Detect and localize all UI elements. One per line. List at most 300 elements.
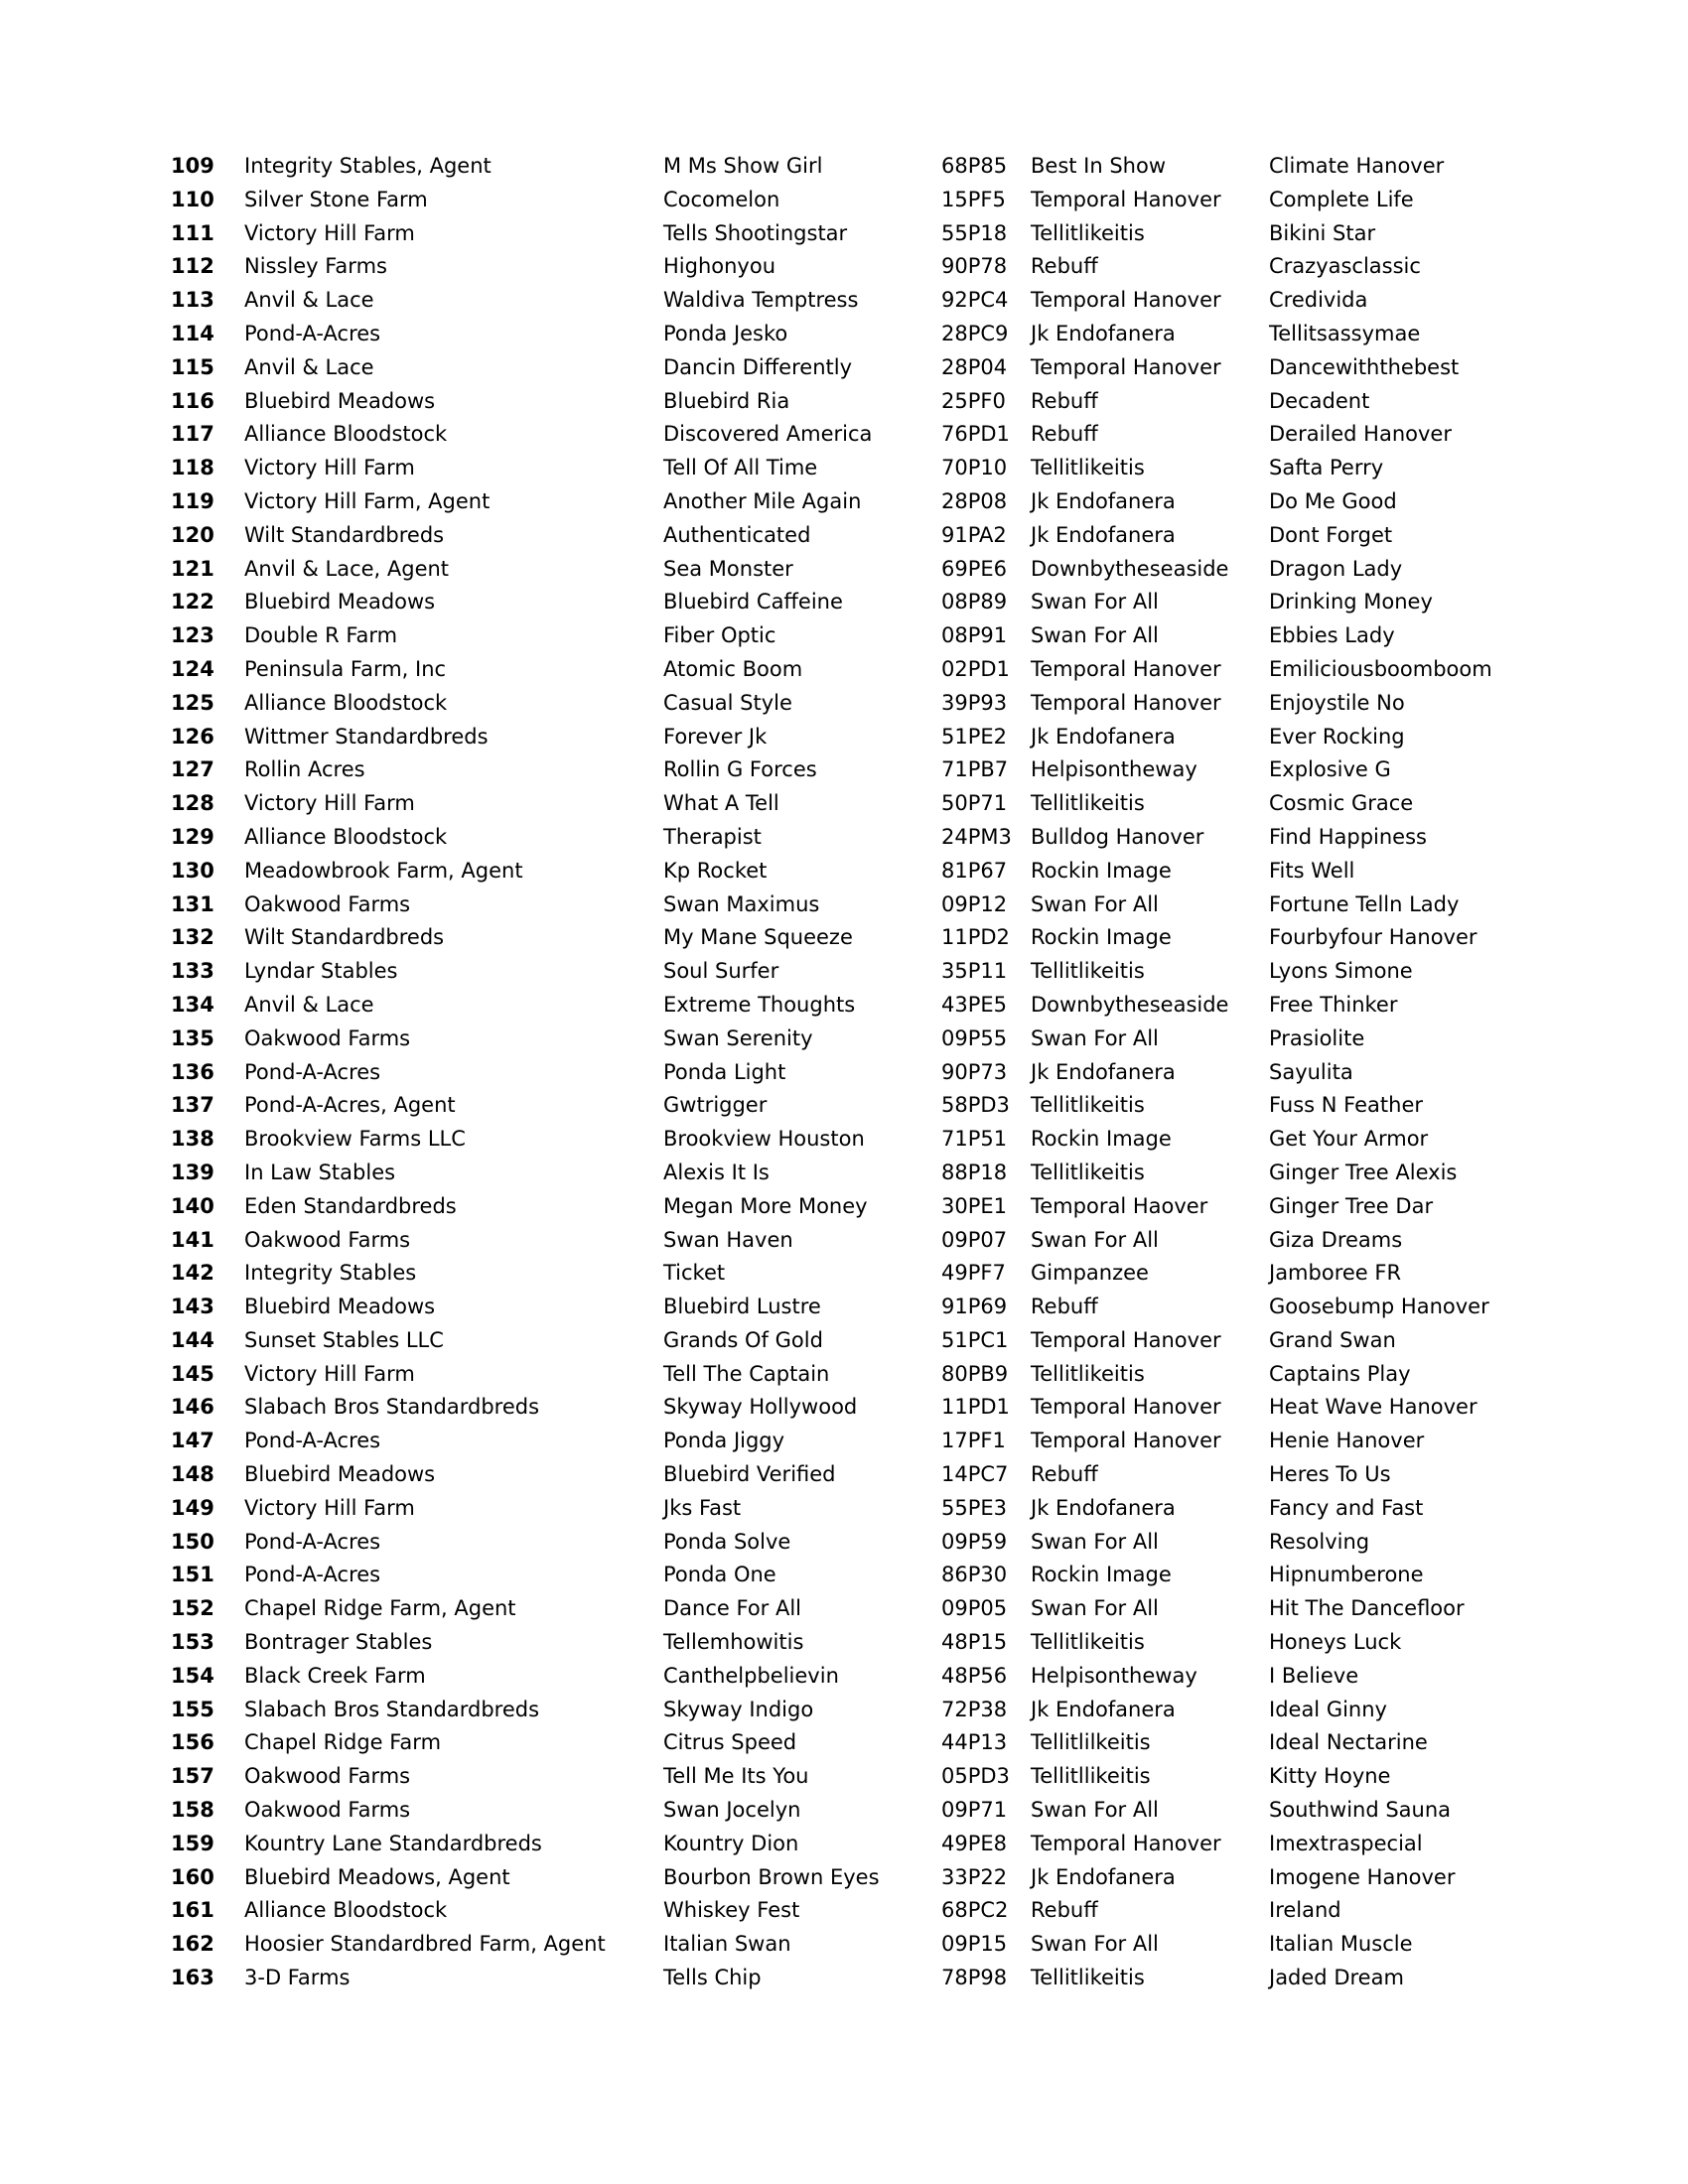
table-row (0, 787, 1688, 821)
consignor: Pond-A-Acres (244, 321, 381, 345)
consignor: Victory Hill Farm (244, 791, 415, 816)
table-row (0, 1861, 1688, 1895)
table-row (0, 1694, 1688, 1727)
table-row (0, 1559, 1688, 1592)
hip-code: 55PE3 (941, 1495, 1008, 1520)
dam: Drinking Money (1269, 590, 1433, 614)
hip-number: 109 (171, 154, 214, 178)
consignor: Oakwood Farms (244, 1227, 411, 1252)
table-row (0, 1626, 1688, 1660)
hip-code: 91PA2 (941, 522, 1007, 547)
horse-name: Authenticated (663, 522, 811, 547)
hip-number: 143 (171, 1295, 214, 1319)
dam: Kitty Hoyne (1269, 1764, 1391, 1789)
dam: Explosive G (1269, 757, 1391, 782)
horse-name: Cocomelon (663, 187, 780, 211)
hip-number: 112 (171, 254, 214, 279)
table-row (0, 519, 1688, 553)
horse-name: What A Tell (663, 791, 779, 816)
dam: Bikini Star (1269, 220, 1376, 245)
table-row (0, 217, 1688, 251)
hip-code: 51PC1 (941, 1327, 1009, 1352)
sire: Temporal Hanover (1031, 354, 1221, 379)
sire: Jk Endofanera (1031, 522, 1176, 547)
sire: Best In Show (1031, 154, 1167, 178)
consignor: Chapel Ridge Farm, Agent (244, 1596, 516, 1621)
hip-code: 81P67 (941, 858, 1008, 883)
sire: Downbytheseaside (1031, 992, 1229, 1017)
consignment-list (0, 150, 1688, 1995)
hip-number: 155 (171, 1697, 214, 1721)
consignor: Brookview Farms LLC (244, 1127, 466, 1152)
consignor: Oakwood Farms (244, 1764, 411, 1789)
hip-code: 78P98 (941, 1966, 1008, 1990)
table-row (0, 586, 1688, 619)
table-row (0, 318, 1688, 351)
table-row (0, 351, 1688, 385)
horse-name: Whiskey Fest (663, 1898, 800, 1923)
horse-name: Ponda Solve (663, 1529, 791, 1554)
dam: Hipnumberone (1269, 1563, 1424, 1587)
table-row (0, 1324, 1688, 1358)
sire: Swan For All (1031, 1932, 1159, 1957)
horse-name: Ponda Light (663, 1059, 786, 1084)
hip-number: 140 (171, 1193, 214, 1218)
hip-number: 133 (171, 959, 214, 984)
table-row (0, 1660, 1688, 1694)
hip-code: 90P73 (941, 1059, 1008, 1084)
consignor: Black Creek Farm (244, 1663, 426, 1688)
hip-number: 122 (171, 590, 214, 614)
consignor: Peninsula Farm, Inc (244, 656, 447, 681)
hip-number: 134 (171, 992, 214, 1017)
consignor: Victory Hill Farm (244, 1361, 415, 1386)
horse-name: Grands Of Gold (663, 1327, 823, 1352)
dam: I Believe (1269, 1663, 1359, 1688)
horse-name: Ponda Jesko (663, 321, 788, 345)
horse-name: Megan More Money (663, 1193, 868, 1218)
hip-number: 126 (171, 724, 214, 749)
table-row (0, 1928, 1688, 1962)
sire: Gimpanzee (1031, 1261, 1149, 1286)
sire: Temporal Hanover (1031, 288, 1221, 313)
hip-number: 128 (171, 791, 214, 816)
horse-name: Gwtrigger (663, 1093, 768, 1118)
horse-name: Sea Monster (663, 556, 793, 581)
hip-code: 68P85 (941, 154, 1008, 178)
hip-code: 51PE2 (941, 724, 1008, 749)
table-row (0, 1760, 1688, 1794)
hip-code: 08P91 (941, 623, 1008, 648)
horse-name: My Mane Squeeze (663, 925, 853, 950)
horse-name: Citrus Speed (663, 1730, 797, 1755)
table-row (0, 1425, 1688, 1458)
horse-name: Swan Serenity (663, 1025, 813, 1050)
consignor: Pond-A-Acres, Agent (244, 1093, 456, 1118)
table-row (0, 721, 1688, 754)
sire: Jk Endofanera (1031, 1864, 1176, 1889)
horse-name: Tells Chip (663, 1966, 762, 1990)
hip-number: 119 (171, 488, 214, 513)
consignor: Oakwood Farms (244, 891, 411, 916)
dam: Heat Wave Hanover (1269, 1395, 1477, 1420)
horse-name: Dance For All (663, 1596, 802, 1621)
hip-code: 05PD3 (941, 1764, 1010, 1789)
sire: Tellitlikeitis (1031, 220, 1145, 245)
consignor: Integrity Stables, Agent (244, 154, 492, 178)
table-row (0, 921, 1688, 955)
horse-name: Bourbon Brown Eyes (663, 1864, 880, 1889)
horse-name: Discovered America (663, 422, 873, 447)
table-row (0, 1726, 1688, 1760)
sire: Rebuff (1031, 1898, 1098, 1923)
table-row (0, 553, 1688, 587)
dam: Free Thinker (1269, 992, 1398, 1017)
consignor: Alliance Bloodstock (244, 690, 448, 715)
horse-name: Alexis It Is (663, 1160, 770, 1184)
table-row (0, 184, 1688, 217)
consignor: Kountry Lane Standardbreds (244, 1831, 542, 1855)
horse-name: Casual Style (663, 690, 792, 715)
hip-number: 117 (171, 422, 214, 447)
horse-name: M Ms Show Girl (663, 154, 823, 178)
hip-code: 09P07 (941, 1227, 1008, 1252)
table-row (0, 1123, 1688, 1157)
hip-code: 28P08 (941, 488, 1008, 513)
consignor: Wilt Standardbreds (244, 925, 445, 950)
hip-code: 50P71 (941, 791, 1008, 816)
sire: Swan For All (1031, 590, 1159, 614)
hip-number: 115 (171, 354, 214, 379)
hip-code: 88P18 (941, 1160, 1008, 1184)
hip-code: 58PD3 (941, 1093, 1010, 1118)
horse-name: Dancin Differently (663, 354, 853, 379)
hip-code: 39P93 (941, 690, 1008, 715)
dam: Ideal Ginny (1269, 1697, 1387, 1721)
dam: Ever Rocking (1269, 724, 1405, 749)
table-row (0, 1257, 1688, 1291)
hip-number: 144 (171, 1327, 214, 1352)
hip-code: 14PC7 (941, 1462, 1009, 1487)
consignor: Bluebird Meadows, Agent (244, 1864, 510, 1889)
dam: Grand Swan (1269, 1327, 1396, 1352)
table-row (0, 855, 1688, 888)
hip-code: 70P10 (941, 456, 1008, 480)
horse-name: Soul Surfer (663, 959, 779, 984)
horse-name: Ponda Jiggy (663, 1429, 785, 1453)
consignor: Sunset Stables LLC (244, 1327, 444, 1352)
sire: Tellitlikeitis (1031, 1093, 1145, 1118)
horse-name: Tells Shootingstar (663, 220, 848, 245)
hip-number: 123 (171, 623, 214, 648)
dam: Jaded Dream (1269, 1966, 1404, 1990)
hip-number: 142 (171, 1261, 214, 1286)
consignor: Victory Hill Farm, Agent (244, 488, 491, 513)
horse-name: Bluebird Lustre (663, 1295, 821, 1319)
consignor: Bluebird Meadows (244, 388, 436, 413)
sire: Tellitllikeitis (1031, 1764, 1151, 1789)
hip-number: 158 (171, 1798, 214, 1823)
hip-number: 125 (171, 690, 214, 715)
dam: Dragon Lady (1269, 556, 1403, 581)
sire: Tellitlikeitis (1031, 1160, 1145, 1184)
hip-code: 09P59 (941, 1529, 1008, 1554)
hip-number: 118 (171, 456, 214, 480)
hip-number: 139 (171, 1160, 214, 1184)
horse-name: Tell The Captain (663, 1361, 830, 1386)
horse-name: Ponda One (663, 1563, 776, 1587)
hip-code: 09P05 (941, 1596, 1008, 1621)
hip-code: 80PB9 (941, 1361, 1009, 1386)
sire: Swan For All (1031, 623, 1159, 648)
sire: Jk Endofanera (1031, 724, 1176, 749)
consignor: Anvil & Lace (244, 354, 374, 379)
consignor: Alliance Bloodstock (244, 1898, 448, 1923)
consignor: Lyndar Stables (244, 959, 398, 984)
sire: Tellitlikeitis (1031, 959, 1145, 984)
consignor: Integrity Stables (244, 1261, 417, 1286)
hip-number: 156 (171, 1730, 214, 1755)
hip-code: 68PC2 (941, 1898, 1009, 1923)
hip-number: 150 (171, 1529, 214, 1554)
sire: Helpisontheway (1031, 757, 1197, 782)
consignor: Anvil & Lace (244, 288, 374, 313)
table-row (0, 1458, 1688, 1492)
consignor: Hoosier Standardbred Farm, Agent (244, 1932, 606, 1957)
sire: Temporal Hanover (1031, 1429, 1221, 1453)
consignor: Bluebird Meadows (244, 590, 436, 614)
horse-name: Rollin G Forces (663, 757, 817, 782)
dam: Crazyasclassic (1269, 254, 1421, 279)
hip-code: 28PC9 (941, 321, 1009, 345)
sire: Temporal Hanover (1031, 187, 1221, 211)
hip-number: 146 (171, 1395, 214, 1420)
consignor: Pond-A-Acres (244, 1563, 381, 1587)
table-row (0, 1894, 1688, 1928)
hip-code: 30PE1 (941, 1193, 1008, 1218)
hip-number: 137 (171, 1093, 214, 1118)
dam: Imogene Hanover (1269, 1864, 1456, 1889)
horse-name: Skyway Hollywood (663, 1395, 858, 1420)
hip-code: 24PM3 (941, 824, 1012, 849)
dam: Climate Hanover (1269, 154, 1445, 178)
hip-code: 09P15 (941, 1932, 1008, 1957)
hip-code: 11PD2 (941, 925, 1010, 950)
hip-code: 49PE8 (941, 1831, 1008, 1855)
table-row (0, 1023, 1688, 1056)
sire: Rockin Image (1031, 925, 1172, 950)
horse-name: Kp Rocket (663, 858, 768, 883)
hip-code: 44P13 (941, 1730, 1008, 1755)
hip-code: 09P12 (941, 891, 1008, 916)
consignor: Victory Hill Farm (244, 220, 415, 245)
dam: Ireland (1269, 1898, 1341, 1923)
table-row (0, 1962, 1688, 1995)
hip-code: 08P89 (941, 590, 1008, 614)
hip-number: 159 (171, 1831, 214, 1855)
table-row (0, 1526, 1688, 1560)
horse-name: Another Mile Again (663, 488, 862, 513)
hip-code: 90P78 (941, 254, 1008, 279)
hip-number: 153 (171, 1630, 214, 1655)
horse-name: Therapist (663, 824, 762, 849)
horse-name: Extreme Thoughts (663, 992, 856, 1017)
hip-number: 154 (171, 1663, 214, 1688)
horse-name: Ticket (663, 1261, 726, 1286)
hip-code: 25PF0 (941, 388, 1006, 413)
horse-name: Tell Of All Time (663, 456, 818, 480)
hip-number: 148 (171, 1462, 214, 1487)
table-row (0, 753, 1688, 787)
table-row (0, 888, 1688, 922)
dam: Credivida (1269, 288, 1368, 313)
horse-name: Tell Me Its You (663, 1764, 809, 1789)
consignor: Bluebird Meadows (244, 1295, 436, 1319)
consignor: Wittmer Standardbreds (244, 724, 489, 749)
dam: Resolving (1269, 1529, 1370, 1554)
dam: Giza Dreams (1269, 1227, 1403, 1252)
hip-code: 43PE5 (941, 992, 1008, 1017)
hip-number: 129 (171, 824, 214, 849)
dam: Ginger Tree Alexis (1269, 1160, 1458, 1184)
dam: Honeys Luck (1269, 1630, 1402, 1655)
dam: Ginger Tree Dar (1269, 1193, 1434, 1218)
hip-code: 69PE6 (941, 556, 1008, 581)
sire: Tellitlikeitis (1031, 1966, 1145, 1990)
table-row (0, 1492, 1688, 1526)
table-row (0, 1828, 1688, 1861)
hip-number: 157 (171, 1764, 214, 1789)
horse-name: Bluebird Caffeine (663, 590, 843, 614)
table-row (0, 284, 1688, 318)
table-row (0, 1391, 1688, 1425)
table-row (0, 1056, 1688, 1090)
horse-name: Fiber Optic (663, 623, 776, 648)
dam: Fourbyfour Hanover (1269, 925, 1477, 950)
hip-code: 02PD1 (941, 656, 1010, 681)
dam: Find Happiness (1269, 824, 1427, 849)
hip-code: 86P30 (941, 1563, 1008, 1587)
consignor: Oakwood Farms (244, 1025, 411, 1050)
hip-number: 147 (171, 1429, 214, 1453)
consignor: Anvil & Lace (244, 992, 374, 1017)
dam: Ideal Nectarine (1269, 1730, 1428, 1755)
consignor: Anvil & Lace, Agent (244, 556, 450, 581)
hip-code: 91P69 (941, 1295, 1008, 1319)
hip-number: 124 (171, 656, 214, 681)
consignor: In Law Stables (244, 1160, 396, 1184)
consignor: Wilt Standardbreds (244, 522, 445, 547)
dam: Imextraspecial (1269, 1831, 1423, 1855)
hip-number: 145 (171, 1361, 214, 1386)
sire: Rockin Image (1031, 858, 1172, 883)
hip-code: 28P04 (941, 354, 1008, 379)
hip-code: 48P56 (941, 1663, 1008, 1688)
table-row (0, 1157, 1688, 1190)
hip-number: 121 (171, 556, 214, 581)
dam: Sayulita (1269, 1059, 1353, 1084)
sire: Rockin Image (1031, 1563, 1172, 1587)
dam: Henie Hanover (1269, 1429, 1425, 1453)
hip-code: 33P22 (941, 1864, 1008, 1889)
consignor: Slabach Bros Standardbreds (244, 1395, 540, 1420)
horse-name: Forever Jk (663, 724, 768, 749)
sire: Temporal Hanover (1031, 690, 1221, 715)
sire: Tellitlikeitis (1031, 791, 1145, 816)
consignor: Double R Farm (244, 623, 398, 648)
hip-code: 09P71 (941, 1798, 1008, 1823)
dam: Ebbies Lady (1269, 623, 1395, 648)
sire: Jk Endofanera (1031, 321, 1176, 345)
dam: Fortune Telln Lady (1269, 891, 1460, 916)
consignor: Slabach Bros Standardbreds (244, 1697, 540, 1721)
table-row (0, 1190, 1688, 1224)
hip-code: 71P51 (941, 1127, 1008, 1152)
consignor: Silver Stone Farm (244, 187, 428, 211)
dam: Italian Muscle (1269, 1932, 1413, 1957)
hip-number: 163 (171, 1966, 214, 1990)
hip-number: 135 (171, 1025, 214, 1050)
sire: Swan For All (1031, 1529, 1159, 1554)
consignor: Victory Hill Farm (244, 1495, 415, 1520)
table-row (0, 418, 1688, 452)
horse-name: Bluebird Ria (663, 388, 790, 413)
hip-number: 131 (171, 891, 214, 916)
consignor: Rollin Acres (244, 757, 365, 782)
hip-code: 15PF5 (941, 187, 1006, 211)
dam: Complete Life (1269, 187, 1414, 211)
consignor: Oakwood Farms (244, 1798, 411, 1823)
hip-code: 48P15 (941, 1630, 1008, 1655)
hip-number: 116 (171, 388, 214, 413)
horse-name: Swan Haven (663, 1227, 793, 1252)
sire: Rebuff (1031, 254, 1098, 279)
hip-number: 127 (171, 757, 214, 782)
sire: Swan For All (1031, 1227, 1159, 1252)
consignor: Meadowbrook Farm, Agent (244, 858, 523, 883)
horse-name: Highonyou (663, 254, 776, 279)
horse-name: Tellemhowitis (663, 1630, 804, 1655)
dam: Jamboree FR (1269, 1261, 1402, 1286)
dam: Derailed Hanover (1269, 422, 1452, 447)
sire: Temporal Hanover (1031, 1831, 1221, 1855)
horse-name: Canthelpbelievin (663, 1663, 839, 1688)
sire: Rebuff (1031, 1462, 1098, 1487)
table-row (0, 452, 1688, 485)
hip-code: 35P11 (941, 959, 1008, 984)
consignor: Bluebird Meadows (244, 1462, 436, 1487)
dam: Get Your Armor (1269, 1127, 1429, 1152)
hip-number: 110 (171, 187, 214, 211)
sire: Rebuff (1031, 388, 1098, 413)
table-row (0, 485, 1688, 519)
hip-number: 111 (171, 220, 214, 245)
hip-code: 17PF1 (941, 1429, 1006, 1453)
sire: Temporal Hanover (1031, 1327, 1221, 1352)
hip-number: 152 (171, 1596, 214, 1621)
table-row (0, 1089, 1688, 1123)
sire: Temporal Haover (1031, 1193, 1208, 1218)
table-row (0, 653, 1688, 687)
consignor: Pond-A-Acres (244, 1529, 381, 1554)
hip-number: 149 (171, 1495, 214, 1520)
hip-code: 09P55 (941, 1025, 1008, 1050)
sire: Swan For All (1031, 1798, 1159, 1823)
dam: Fuss N Feather (1269, 1093, 1423, 1118)
table-row (0, 1291, 1688, 1324)
sire: Bulldog Hanover (1031, 824, 1204, 849)
sire: Jk Endofanera (1031, 1495, 1176, 1520)
